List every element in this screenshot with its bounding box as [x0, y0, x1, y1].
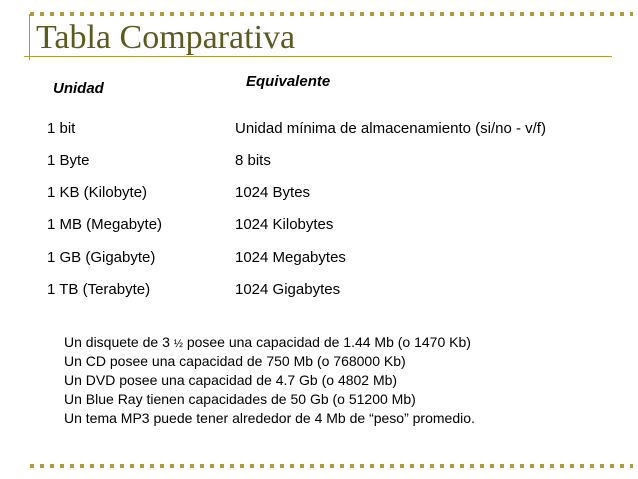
- border-dot: [490, 464, 494, 468]
- border-dot: [190, 12, 194, 16]
- border-dot: [320, 464, 324, 468]
- border-dot: [630, 464, 633, 468]
- border-dot: [440, 464, 444, 468]
- unit-cell: 1 KB (Kilobyte): [47, 184, 148, 201]
- border-dot: [240, 464, 244, 468]
- border-dot: [410, 12, 414, 16]
- border-dot: [150, 12, 154, 16]
- border-dot: [110, 12, 114, 16]
- border-dot: [270, 12, 274, 16]
- border-dot: [400, 464, 404, 468]
- border-dot: [170, 12, 174, 16]
- border-dot: [180, 464, 184, 468]
- note-floppy: Un disquete de 3 ½ posee una capacidad de 1.44 Mb (o 1470 Kb): [64, 334, 471, 350]
- border-dot: [190, 464, 194, 468]
- note-cd: Un CD posee una capacidad de 750 Mb (o 768000 Kb): [64, 353, 406, 369]
- table-row: [47, 152, 627, 172]
- border-dot: [280, 464, 284, 468]
- border-dot: [540, 12, 544, 16]
- border-dot: [340, 464, 344, 468]
- border-dot: [340, 12, 344, 16]
- border-dot: [100, 464, 104, 468]
- table-row: [47, 216, 627, 236]
- border-dot: [490, 12, 494, 16]
- border-dot: [350, 464, 354, 468]
- border-dot: [200, 12, 204, 16]
- border-dot: [430, 12, 434, 16]
- note-dvd: Un DVD posee una capacidad de 4.7 Gb (o 4802 Mb): [64, 372, 398, 388]
- border-dot: [530, 12, 534, 16]
- border-dot: [80, 12, 84, 16]
- equivalent-cell: 1024 Gigabytes: [235, 281, 341, 298]
- border-dot: [470, 12, 474, 16]
- table-row: [47, 249, 627, 269]
- border-dot: [290, 464, 294, 468]
- border-dot: [210, 12, 214, 16]
- note-mp3: Un tema MP3 puede tener alrededor de 4 Mb de “peso” promedio.: [64, 410, 475, 426]
- border-dot: [560, 464, 564, 468]
- border-dot: [220, 464, 224, 468]
- border-dot: [100, 12, 104, 16]
- column-header-unit: Unidad: [53, 80, 104, 97]
- border-dot: [130, 464, 134, 468]
- border-dot: [230, 464, 234, 468]
- border-dot: [480, 12, 484, 16]
- border-dot: [140, 464, 144, 468]
- border-dot: [600, 12, 604, 16]
- border-dot: [250, 12, 254, 16]
- unit-cell: 1 TB (Terabyte): [47, 281, 151, 298]
- border-dot: [520, 464, 524, 468]
- notes-block: [64, 333, 475, 428]
- border-dot: [560, 12, 564, 16]
- border-dot: [590, 12, 594, 16]
- title-vertical-rule: [29, 14, 30, 60]
- border-dot: [470, 464, 474, 468]
- border-dot: [430, 464, 434, 468]
- border-dot: [380, 12, 384, 16]
- border-dot: [30, 464, 34, 468]
- equivalent-cell: 1024 Megabytes: [235, 249, 346, 266]
- border-dot: [30, 12, 34, 16]
- unit-cell: 1 GB (Gigabyte): [47, 249, 156, 266]
- border-dot: [370, 12, 374, 16]
- border-dot: [50, 12, 54, 16]
- border-dot: [330, 12, 334, 16]
- border-dot: [120, 12, 124, 16]
- bottom-dotted-border: [28, 463, 633, 469]
- border-dot: [520, 12, 524, 16]
- border-dot: [620, 12, 624, 16]
- border-dot: [400, 12, 404, 16]
- equivalent-cell: Unidad mínima de almacenamiento (si/no - v/f): [235, 120, 546, 137]
- top-dotted-border: [28, 11, 633, 17]
- table-row: [47, 120, 627, 140]
- border-dot: [360, 464, 364, 468]
- border-dot: [310, 12, 314, 16]
- border-dot: [50, 464, 54, 468]
- unit-cell: 1 Byte: [47, 152, 90, 169]
- border-dot: [500, 12, 504, 16]
- border-dot: [620, 464, 624, 468]
- border-dot: [210, 464, 214, 468]
- border-dot: [70, 464, 74, 468]
- border-dot: [580, 12, 584, 16]
- border-dot: [110, 464, 114, 468]
- equivalent-cell: 1024 Kilobytes: [235, 216, 334, 233]
- border-dot: [360, 12, 364, 16]
- border-dot: [550, 464, 554, 468]
- border-dot: [70, 12, 74, 16]
- border-dot: [200, 464, 204, 468]
- border-dot: [590, 464, 594, 468]
- border-dot: [550, 12, 554, 16]
- table-row: [47, 281, 627, 301]
- border-dot: [580, 464, 584, 468]
- border-dot: [440, 12, 444, 16]
- equivalent-cell: 8 bits: [235, 152, 271, 169]
- border-dot: [230, 12, 234, 16]
- border-dot: [570, 464, 574, 468]
- equivalent-cell: 1024 Bytes: [235, 184, 311, 201]
- border-dot: [160, 464, 164, 468]
- page-title: Tabla Comparativa: [36, 19, 296, 56]
- border-dot: [320, 12, 324, 16]
- border-dot: [390, 12, 394, 16]
- border-dot: [500, 464, 504, 468]
- border-dot: [80, 464, 84, 468]
- border-dot: [170, 464, 174, 468]
- border-dot: [420, 464, 424, 468]
- border-dot: [610, 12, 614, 16]
- border-dot: [300, 464, 304, 468]
- border-dot: [140, 12, 144, 16]
- border-dot: [260, 464, 264, 468]
- table-row: [47, 184, 627, 204]
- border-dot: [630, 12, 633, 16]
- border-dot: [60, 464, 64, 468]
- border-dot: [130, 12, 134, 16]
- border-dot: [510, 12, 514, 16]
- border-dot: [410, 464, 414, 468]
- unit-cell: 1 MB (Megabyte): [47, 216, 163, 233]
- note-bluray: Un Blue Ray tienen capacidades de 50 Gb (o 51200 Mb): [64, 391, 416, 407]
- border-dot: [610, 464, 614, 468]
- border-dot: [150, 464, 154, 468]
- border-dot: [240, 12, 244, 16]
- border-dot: [280, 12, 284, 16]
- border-dot: [540, 464, 544, 468]
- border-dot: [250, 464, 254, 468]
- border-dot: [160, 12, 164, 16]
- border-dot: [60, 12, 64, 16]
- border-dot: [530, 464, 534, 468]
- border-dot: [380, 464, 384, 468]
- border-dot: [600, 464, 604, 468]
- border-dot: [370, 464, 374, 468]
- border-dot: [40, 12, 44, 16]
- column-header-equivalent: Equivalente: [246, 73, 331, 90]
- border-dot: [40, 464, 44, 468]
- border-dot: [420, 12, 424, 16]
- border-dot: [90, 464, 94, 468]
- border-dot: [310, 464, 314, 468]
- border-dot: [270, 464, 274, 468]
- border-dot: [330, 464, 334, 468]
- border-dot: [390, 464, 394, 468]
- border-dot: [180, 12, 184, 16]
- border-dot: [460, 12, 464, 16]
- border-dot: [220, 12, 224, 16]
- unit-cell: 1 bit: [47, 120, 76, 137]
- border-dot: [570, 12, 574, 16]
- border-dot: [90, 12, 94, 16]
- border-dot: [350, 12, 354, 16]
- border-dot: [460, 464, 464, 468]
- border-dot: [510, 464, 514, 468]
- border-dot: [290, 12, 294, 16]
- border-dot: [120, 464, 124, 468]
- border-dot: [450, 464, 454, 468]
- border-dot: [450, 12, 454, 16]
- border-dot: [260, 12, 264, 16]
- border-dot: [480, 464, 484, 468]
- border-dot: [300, 12, 304, 16]
